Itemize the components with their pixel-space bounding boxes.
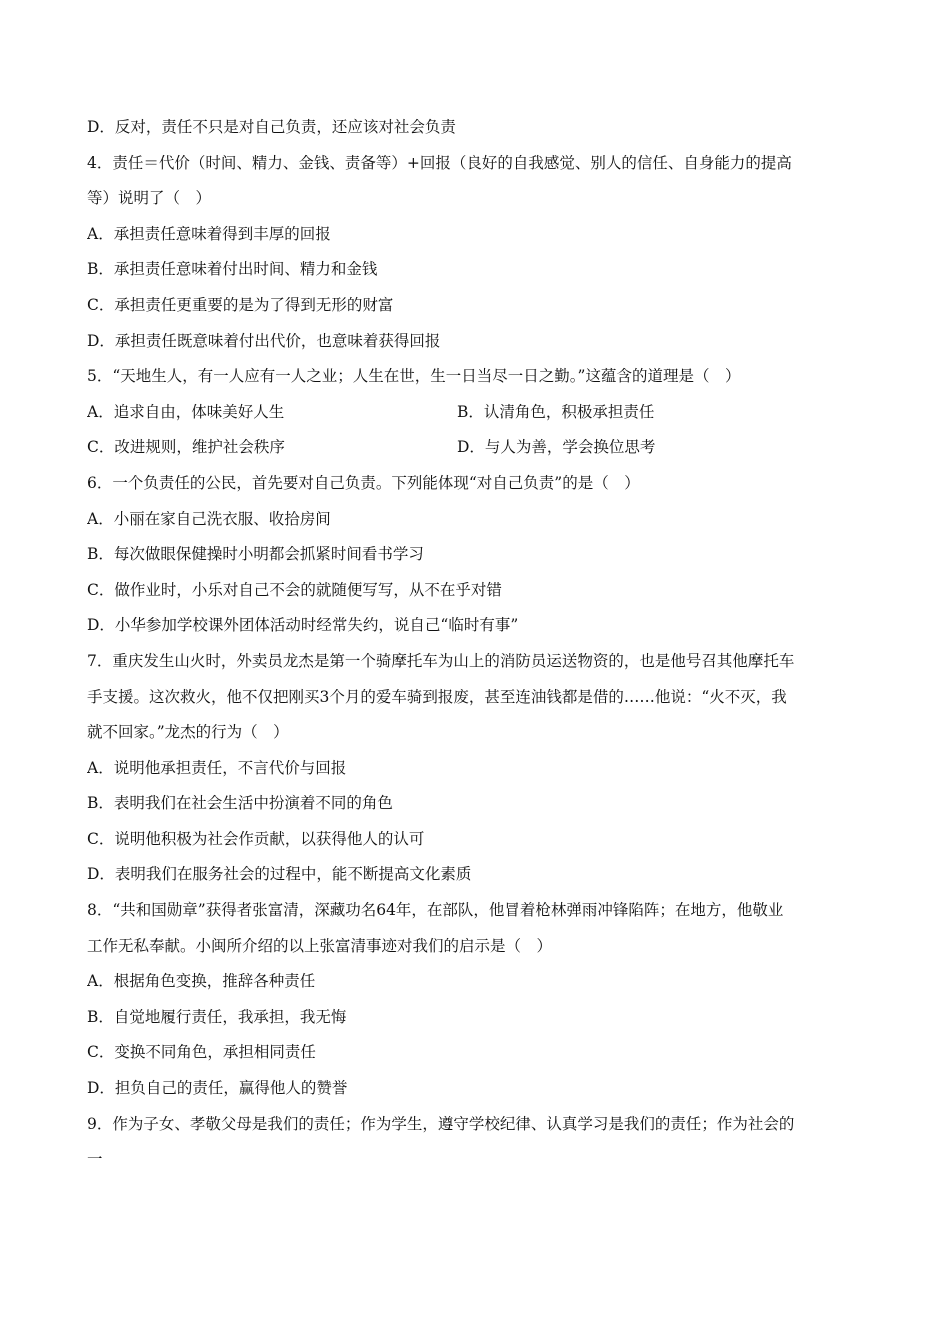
q5-option-d: D．与人为善，学会换位思考 bbox=[457, 438, 656, 457]
q9-stem-line2: 一 bbox=[87, 1150, 103, 1169]
q3-option-d: D．反对，责任不只是对自己负责，还应该对社会负责 bbox=[87, 118, 456, 136]
question-7 bbox=[87, 644, 867, 893]
exam-page bbox=[87, 110, 867, 1178]
q5-option-a: A．追求自由，体味美好人生 bbox=[87, 402, 285, 421]
q7-stem-line3: 就不回家。”龙杰的行为（ ） bbox=[87, 723, 289, 742]
q8-option-a: A．根据角色变换，推辞各种责任 bbox=[87, 972, 316, 991]
q4-option-b: B．承担责任意味着付出时间、精力和金钱 bbox=[87, 260, 378, 279]
q6-stem: 6．一个负责任的公民，首先要对自己负责。下列能体现“对自己负责”的是（ ） bbox=[87, 473, 640, 492]
q7-option-a: A．说明他承担责任，不言代价与回报 bbox=[87, 758, 347, 777]
q4-option-c: C．承担责任更重要的是为了得到无形的财富 bbox=[87, 295, 394, 314]
q7-option-c: C．说明他积极为社会作贡献，以获得他人的认可 bbox=[87, 829, 425, 848]
q6-option-c: C．做作业时，小乐对自己不会的就随便写写，从不在乎对错 bbox=[87, 580, 502, 599]
q5-option-b: B．认清角色，积极承担责任 bbox=[457, 402, 655, 421]
q5-option-c: C．改进规则，维护社会秩序 bbox=[87, 438, 285, 457]
q4-option-d: D．承担责任既意味着付出代价，也意味着获得回报 bbox=[87, 331, 441, 350]
q7-option-b: B．表明我们在社会生活中扮演着不同的角色 bbox=[87, 794, 393, 813]
q9-stem-line1: 9．作为子女、孝敬父母是我们的责任；作为学生，遵守学校纪律、认真学习是我们的责任；作为社会的 bbox=[87, 1114, 795, 1133]
q6-option-b: B．每次做眼保健操时小明都会抓紧时间看书学习 bbox=[87, 545, 424, 564]
q6-option-d: D．小华参加学校课外团体活动时经常失约，说自己“临时有事” bbox=[87, 616, 519, 635]
q7-option-d: D．表明我们在服务社会的过程中，能不断提高文化素质 bbox=[87, 865, 472, 884]
q6-option-a: A．小丽在家自己洗衣服、收拾房间 bbox=[87, 509, 331, 528]
question-9 bbox=[87, 1107, 867, 1178]
q4-stem-line1: 4．责任＝代价（时间、精力、金钱、责备等）+回报（良好的自我感觉、别人的信任、自身能力的提高 bbox=[87, 153, 792, 172]
question-4 bbox=[87, 146, 867, 360]
q8-option-d: D．担负自己的责任，赢得他人的赞誉 bbox=[87, 1079, 348, 1098]
q8-option-b: B．自觉地履行责任，我承担，我无悔 bbox=[87, 1007, 347, 1026]
q8-stem-line1: 8．“共和国勋章”获得者张富清，深藏功名64年，在部队，他冒着枪林弹雨冲锋陷阵；在地方，他敬业 bbox=[87, 901, 784, 920]
question-6 bbox=[87, 466, 867, 644]
q8-stem-line2: 工作无私奉献。小闽所介绍的以上张富清事迹对我们的启示是（ ） bbox=[87, 936, 553, 955]
q8-option-c: C．变换不同角色，承担相同责任 bbox=[87, 1043, 316, 1062]
question-5 bbox=[87, 359, 867, 466]
q4-stem-line2: 等）说明了（ ） bbox=[87, 189, 212, 208]
q5-options-row1 bbox=[87, 395, 867, 431]
question-8 bbox=[87, 893, 867, 1107]
q5-options-row2 bbox=[87, 430, 867, 466]
q5-stem: 5．“天地生人，有一人应有一人之业；人生在世，生一日当尽一日之勤。”这蕴含的道理是（ ） bbox=[87, 367, 741, 386]
q7-stem-line1: 7．重庆发生山火时，外卖员龙杰是第一个骑摩托车为山上的消防员运送物资的，也是他号召其他摩托车 bbox=[87, 651, 795, 670]
q7-stem-line2: 手支援。这次救火，他不仅把刚买3个月的爱车骑到报废，甚至连油钱都是借的……他说：“火不灭，我 bbox=[87, 687, 787, 706]
q4-option-a: A．承担责任意味着得到丰厚的回报 bbox=[87, 224, 331, 243]
